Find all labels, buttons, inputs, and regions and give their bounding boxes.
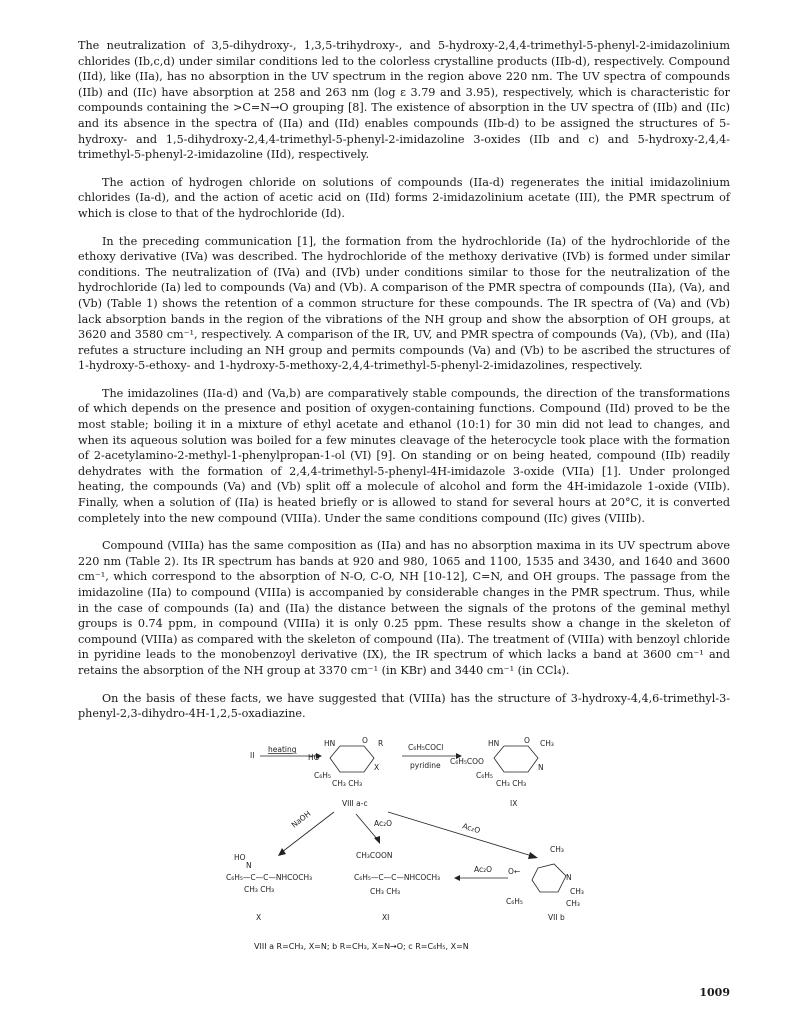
reaction-scheme-drawing bbox=[78, 734, 730, 954]
svg-text:CH₃ CH₃: CH₃ CH₃ bbox=[244, 884, 275, 894]
scheme-start: II bbox=[250, 750, 255, 760]
svg-text:C₆H₅: C₆H₅ bbox=[314, 770, 331, 780]
paragraph-5: Compound (VIIIa) has the same composition as (IIa) and has no absorption maxima in its UV spectrum above 220 nm (Table 2). Its IR spectrum has bands at 920 and 980, 1065 and 1100, 1535 and 3430, and 1640 and 3600 cm⁻¹, which correspond to the absorption of N-O, C-O, NH [10-12], C=N, and OH groups. The passage from the imidazoline (IIa) to compound (VIIIa) is accompanied by considerable changes in the PMR spectrum. Thus, while in the case of compounds (Ia) and (IIa) the distance between the signals of the protons of the geminal methyl groups is 0.74 ppm, in compound (VIIIa) it is only 0.25 ppm. These results show a change in the skeleton of compound (VIIIa) as compared with the skeleton of compound (IIa). The treatment of (VIIIa) with benzoyl chloride in pyridine leads to the monobenzoyl derivative (IX), the IR spectrum of which lacks a band at 3600 cm⁻¹ and retains the absorption of the NH group at 3370 cm⁻¹ (in KBr) and 3440 cm⁻¹ (in CCl₄). bbox=[78, 539, 730, 677]
svg-text:CH₃COON: CH₃COON bbox=[356, 850, 393, 860]
svg-text:Ac₂O: Ac₂O bbox=[374, 818, 393, 828]
svg-text:C₆H₅: C₆H₅ bbox=[506, 896, 523, 906]
svg-text:O←: O← bbox=[508, 866, 521, 876]
ring-ix bbox=[494, 746, 538, 772]
svg-text:O: O bbox=[362, 735, 368, 745]
svg-text:CH₃ CH₃: CH₃ CH₃ bbox=[370, 886, 401, 896]
label-ix: IX bbox=[510, 798, 518, 808]
svg-text:HN: HN bbox=[488, 738, 500, 748]
scheme-caption: VIII a R=CH₃, X=N; b R=CH₃, X=N→O; c R=C₆H₅, X=N bbox=[254, 941, 469, 951]
label-x: X bbox=[256, 912, 262, 922]
svg-text:pyridine: pyridine bbox=[410, 760, 441, 770]
article-body bbox=[78, 38, 730, 954]
reaction-scheme bbox=[78, 734, 730, 954]
paragraph-3: In the preceding communication [1], the formation from the hydrochloride (Ia) of the hydrochloride of the ethoxy derivative (IVa) was described. The hydrochloride of the methoxy derivative (IVb) is formed under similar conditions. The neutralization of (IVa) and (IVb) under conditions similar to those for the neutralization of the hydrochloride (Ia) led to compounds (Va) and (Vb). A comparison of the PMR spectra of compounds (IIa), (Va), and (Vb) (Table 1) shows the retention of a common structure for these compounds. The IR spectra of (Va) and (Vb) lack absorption bands in the region of the vibrations of the NH group and show the absorption of OH groups, at 3620 and 3580 cm⁻¹, respectively. A comparison of the IR, UV, and PMR spectra of compounds (Va), (Vb), and (IIa) refutes a structure including an NH group and permits compounds (Va) and (Vb) to be ascribed the structures of 1-hydroxy-5-ethoxy- and 1-hydroxy-5-methoxy-2,4,4-trimethyl-5-phenyl-2-imidazolines, respectively. bbox=[78, 234, 730, 373]
svg-text:HN: HN bbox=[324, 738, 336, 748]
svg-text:CH₃: CH₃ bbox=[540, 738, 554, 748]
svg-text:CH₃: CH₃ bbox=[570, 886, 584, 896]
svg-text:CH₃: CH₃ bbox=[550, 844, 564, 854]
ring-viib bbox=[532, 864, 566, 892]
svg-text:N: N bbox=[246, 860, 252, 870]
label-xi: XI bbox=[382, 912, 390, 922]
svg-text:CH₃: CH₃ bbox=[566, 898, 580, 908]
svg-text:CH₃ CH₃: CH₃ CH₃ bbox=[496, 778, 527, 788]
svg-text:X: X bbox=[374, 762, 380, 772]
paragraph-1: The neutralization of 3,5-dihydroxy-, 1,3,5-trihydroxy-, and 5-hydroxy-2,4,4-trimethyl-5-phenyl-2-imidazolinium chlorides (Ib,c,d) under similar conditions led to the colorless crystalline products (IIb-d), respectively. Compound (IId), like (IIa), has no absorption in the UV spectrum in the region above 220 nm. The UV spectra of compounds (IIb) and (IIc) have absorption at 258 and 263 nm (log ε 3.79 and 3.95), respectively, which is characteristic for compounds containing the >C=N→O grouping [8]. The existence of absorption in the UV spectra of (IIb) and (IIc) and its absence in the spectra of (IIa) and (IId) enables compounds (IIb-d) to be assigned the structures of 5-hydroxy- and 1,5-dihydroxy-2,4,4-trimethyl-5-phenyl-2-imidazoline 3-oxides (IIb and c) and 5-hydroxy-2,4,4-trimethyl-5-phenyl-2-imidazoline (IId), respectively. bbox=[78, 39, 730, 162]
ring-viii bbox=[330, 746, 374, 772]
svg-text:N: N bbox=[566, 872, 572, 882]
svg-text:Ac₂O: Ac₂O bbox=[474, 864, 493, 874]
page-number: 1009 bbox=[699, 986, 730, 999]
svg-text:Ac₂O: Ac₂O bbox=[461, 821, 482, 835]
label-viii: VIII a-c bbox=[342, 798, 368, 808]
svg-text:CH₃ CH₃: CH₃ CH₃ bbox=[332, 778, 363, 788]
svg-text:O: O bbox=[524, 735, 530, 745]
scheme-heating: heating bbox=[268, 744, 297, 754]
label-viib: VII b bbox=[548, 912, 565, 922]
svg-text:C₆H₅: C₆H₅ bbox=[476, 770, 493, 780]
svg-text:HO: HO bbox=[308, 752, 320, 762]
svg-text:N: N bbox=[538, 762, 544, 772]
svg-text:C₆H₅COCl: C₆H₅COCl bbox=[408, 742, 444, 752]
svg-text:R: R bbox=[378, 738, 384, 748]
svg-text:NaOH: NaOH bbox=[289, 808, 313, 830]
paragraph-4: The imidazolines (IIa-d) and (Va,b) are comparatively stable compounds, the direction of the transformations of which depends on the presence and position of oxygen-containing functions. Compound (IId) proved to be the most stable; boiling it in a mixture of ethyl acetate and ethanol (10:1) for 30 min did not lead to changes, and when its aqueous solution was boiled for a few minutes cleavage of the heterocycle took place with the formation of 2-acetylamino-2-methyl-1-phenylpropan-1-ol (VI) [9]. On standing or on being heated, compound (IIb) readily dehydrates with the formation of 2,4,4-trimethyl-5-phenyl-4H-imidazole 3-oxide (VIIa) [1]. Under prolonged heating, the compounds (Va) and (Vb) split off a molecule of alcohol and form the 4H-imidazole 1-oxide (VIIb). Finally, when a solution of (IIa) is heated briefly or is allowed to stand for several hours at 20°C, it is converted completely into the new compound (VIIIa). Under the same conditions compound (IIc) gives (VIIIb). bbox=[78, 386, 730, 525]
paragraph-2: The action of hydrogen chloride on solutions of compounds (IIa-d) regenerates the initial imidazolinium chlorides (Ia-d), and the action of acetic acid on (IId) forms 2-imidazolinium acetate (III), the PMR spectrum of which is close to that of the hydrochloride (Id). bbox=[78, 175, 730, 220]
svg-text:HO: HO bbox=[234, 852, 246, 862]
svg-text:C₆H₅COO: C₆H₅COO bbox=[450, 756, 484, 766]
svg-text:C₆H₅—C—C—NHCOCH₃: C₆H₅—C—C—NHCOCH₃ bbox=[354, 872, 441, 882]
svg-text:C₆H₅—C—C—NHCOCH₃: C₆H₅—C—C—NHCOCH₃ bbox=[226, 872, 313, 882]
paragraph-6: On the basis of these facts, we have suggested that (VIIIa) has the structure of 3-hydroxy-4,4,6-trimethyl-3-phenyl-2,3-dihydro-4H-1,2,5-oxadiazine. bbox=[78, 691, 730, 721]
